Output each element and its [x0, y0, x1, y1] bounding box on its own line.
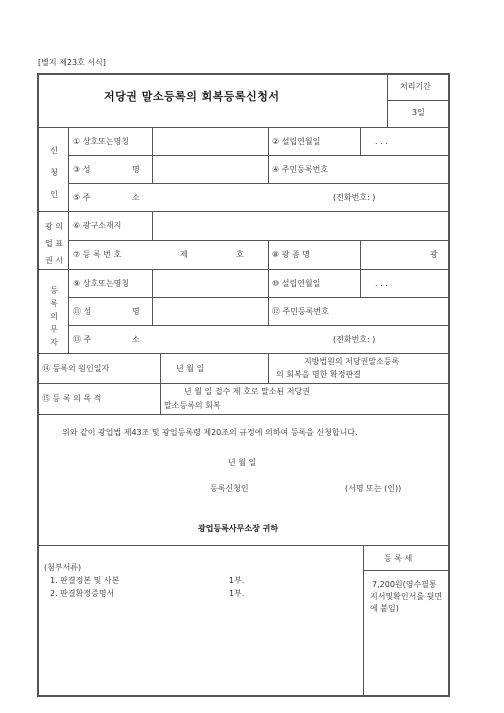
mineral-name-label: ⑧ 광 종 명 — [272, 250, 310, 259]
frame-top — [37, 73, 450, 75]
section-col-line — [68, 127, 69, 354]
fee-divider — [363, 570, 449, 571]
obligor-address-label-b: 소 — [132, 335, 140, 344]
row-line-12 — [37, 545, 449, 546]
row-line-6 — [37, 269, 449, 270]
registration-je: 제 — [180, 250, 188, 259]
registration-number-label: ⑦ 등 록 번 호 — [73, 250, 122, 259]
row-line-2 — [68, 155, 449, 156]
registration-tax-line2: 지서및확인서를 뒷면 — [370, 592, 443, 601]
company-name-label: ① 상호또는명칭 — [73, 137, 130, 146]
obligor-phone[interactable]: (전화번호: ) — [333, 335, 376, 344]
attachment-item-count: 1부. — [229, 589, 245, 598]
name-label-a: ③ 성 — [73, 165, 91, 174]
page-title: 저당권 말소등록의 회복등록신청서 — [104, 90, 280, 103]
row-line-3 — [68, 183, 449, 184]
obligor-name-label-b: 명 — [132, 307, 140, 316]
frame-bottom — [37, 695, 450, 697]
frame-right — [448, 73, 450, 696]
obligor-name-label-a: ⑪ 성 — [73, 307, 92, 316]
col-line-a1 — [152, 127, 153, 183]
attachments-heading: (첨부서류) — [44, 563, 82, 572]
application-statement: 위와 같이 광업법 제43조 및 광업등록령 제20조의 규정에 의하여 등록을 신청합니다. — [62, 428, 358, 437]
row-line-4 — [37, 211, 449, 212]
col-line-b1 — [268, 127, 269, 183]
applicant-phone[interactable]: (전화번호: ) — [333, 193, 376, 202]
row-line-1 — [37, 127, 449, 128]
obligor-section-label: 등 록 의 무 자 — [50, 286, 58, 347]
frame-left — [37, 73, 39, 696]
purpose-label: ⑮ 등 록 의 목 적 — [42, 394, 102, 403]
address-label-a: ⑤ 주 — [73, 193, 91, 202]
col-line-b2 — [268, 240, 269, 325]
form-number-label: [별지 제23호 서식] — [38, 58, 106, 67]
resident-number-label: ④ 주민등록번호 — [272, 165, 329, 174]
attachment-item-name: 2. 판결확정증명서 — [50, 589, 115, 598]
mineral-unit: 광 — [430, 250, 438, 259]
processing-value: 3일 — [412, 108, 425, 117]
col-line-d — [160, 353, 161, 414]
col-line-c1 — [360, 127, 361, 155]
processing-divider — [387, 100, 449, 101]
fee-col-line — [363, 545, 364, 696]
col-line-a2 — [152, 269, 153, 325]
row-line-11 — [37, 414, 449, 415]
row-line-9 — [37, 353, 449, 354]
address-label-b: 소 — [132, 193, 140, 202]
cause-description-line1: 지방법원의 저당권말소등록 — [304, 357, 400, 366]
obligor-resident-label: ⑫ 주민등록번호 — [272, 307, 329, 316]
registration-tax-line3: 에 붙임) — [370, 604, 399, 613]
founding-date-value[interactable]: . . . — [375, 137, 388, 146]
applicant-section-label: 신 청 인 — [50, 146, 58, 199]
row-line-5 — [68, 240, 449, 241]
cause-date-label: ⑭ 등록의 원인일자 — [42, 364, 110, 373]
row-line-10 — [37, 383, 449, 384]
obligor-founding-label: ⑩ 설립연월일 — [272, 279, 321, 288]
col-line-e — [268, 353, 269, 383]
founding-date-label: ② 설립연월일 — [272, 137, 321, 146]
signature-field[interactable]: (서명 또는 (인)) — [345, 484, 402, 493]
processing-label: 처리기간 — [400, 82, 431, 91]
obligor-founding-value[interactable]: . . . — [375, 279, 388, 288]
obligor-company-label: ⑨ 상호또는명칭 — [73, 279, 130, 288]
purpose-line2: 말소등록의 회복 — [164, 401, 221, 410]
registration-tax-label: 등 록 세 — [384, 554, 413, 563]
mining-section-label: 광 의 업 표 권 시 — [45, 222, 63, 265]
registration-ho: 호 — [236, 250, 244, 259]
obligor-address-label-a: ⑬ 주 — [73, 335, 92, 344]
application-date[interactable]: 년 월 일 — [228, 458, 257, 467]
col-line-a3 — [152, 211, 153, 240]
attachment-item-name: 1. 판결정본 및 사본 — [50, 576, 120, 585]
col-line-c2 — [360, 240, 361, 297]
row-line-7 — [68, 297, 449, 298]
cause-date-value[interactable]: 년 월 일 — [176, 364, 205, 373]
applicant-sign-label: 등록신청인 — [210, 484, 249, 493]
purpose-line1: 년 월 일 접수 제 호로 말소된 저당권 — [184, 387, 310, 396]
mine-location-label: ⑥ 광구소재지 — [73, 221, 122, 230]
attachment-item-count: 1부. — [229, 576, 245, 585]
name-label-b: 명 — [132, 165, 140, 174]
addressee: 광업등록사무소장 귀하 — [198, 524, 279, 533]
row-line-8 — [68, 325, 449, 326]
cause-description-line2: 의 회복을 명한 확정판결 — [276, 370, 361, 379]
registration-tax-line1: 7,200원(영수필통 — [372, 580, 437, 589]
